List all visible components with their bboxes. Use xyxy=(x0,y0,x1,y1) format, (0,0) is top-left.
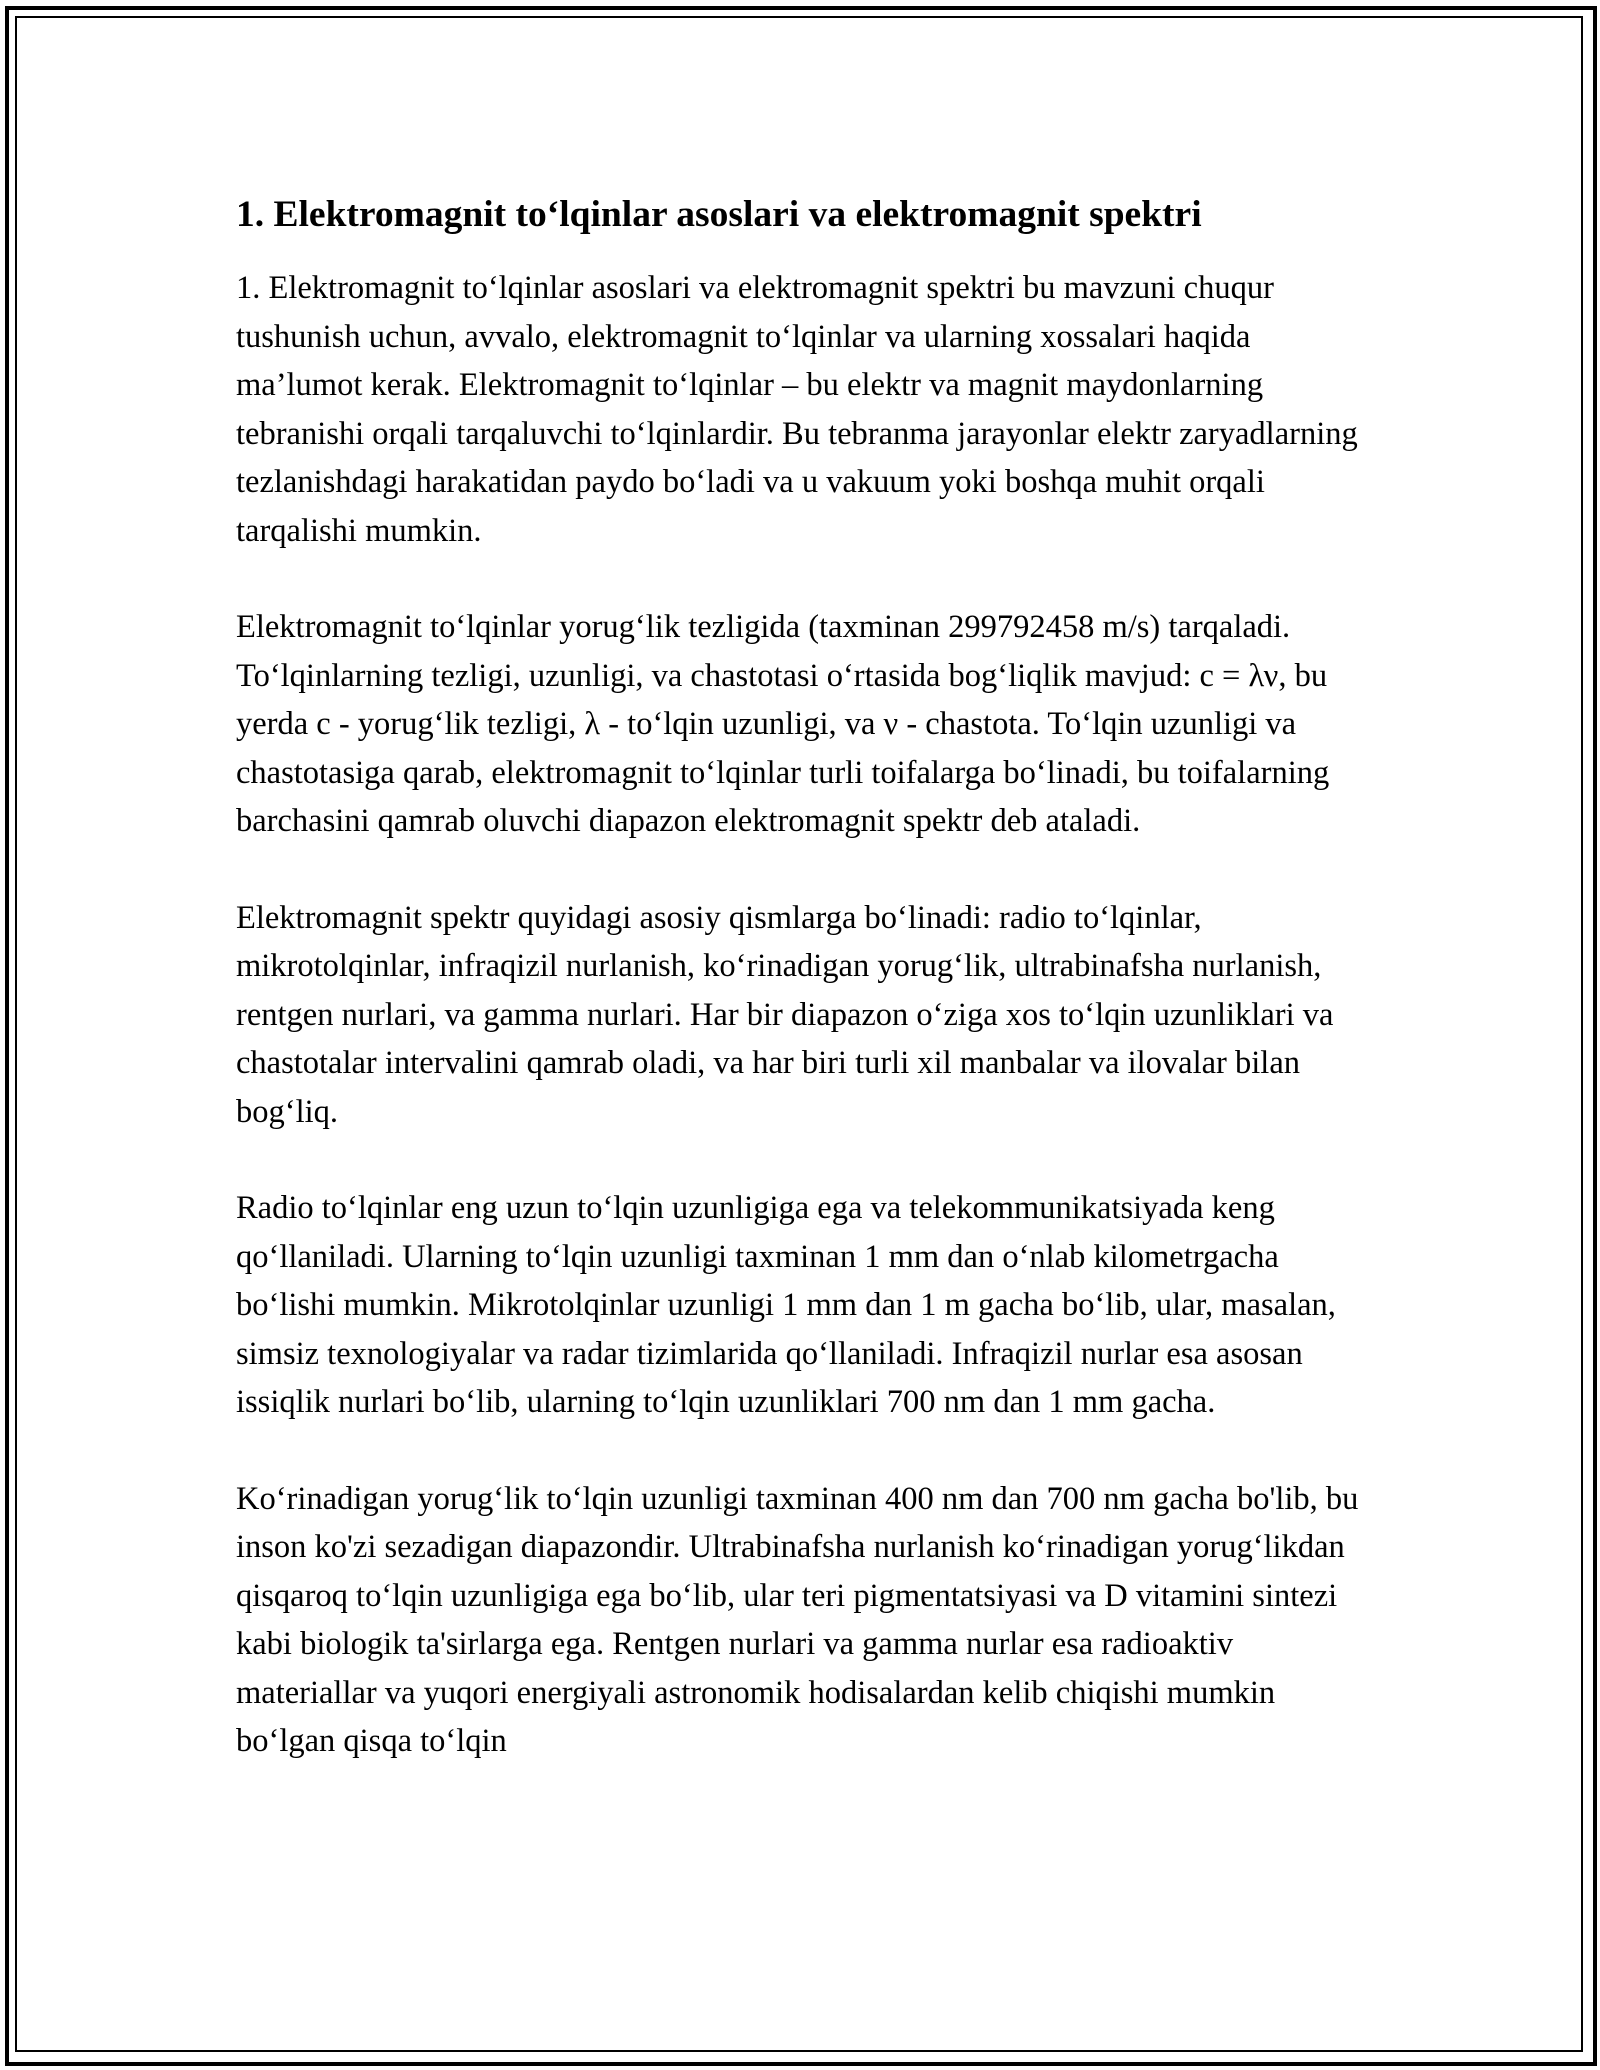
paragraph-5: Ko‘rinadigan yorug‘lik to‘lqin uzunligi taxminan 400 nm dan 700 nm gacha bo'lib, bu inson ko'zi sezadigan diapazondir. Ultrabinafsha nurlanish ko‘rinadigan yorug‘likdan qisqaroq to‘lqin uzunligiga ega bo‘lib, ular teri pigmentatsiyasi va D vitamini sintezi kabi biologik ta'sirlarga ega. Rentgen nurlari va gamma nurlar esa radioaktiv materiallar va yuqori energiyali astronomik hodisalardan kelib chiqishi mumkin bo‘lgan qisqa to‘lqin xyxy=(236,1480,1359,1759)
paragraph-1: 1. Elektromagnit to‘lqinlar asoslari va elektromagnit spektri bu mavzuni chuqur tushunish uchun, avvalo, elektromagnit to‘lqinlar va ularning xossalari haqida ma’lumot kerak. Elektromagnit to‘lqinlar – bu elektr va magnit maydonlarning tebranishi orqali tarqaluvchi to‘lqinlardir. Bu tebranma jarayonlar elektr zaryadlarning tezlanishdagi harakatidan paydo bo‘ladi va u vakuum yoki boshqa muhit orqali tarqalishi mumkin. xyxy=(236,270,1358,549)
paragraph-4: Radio to‘lqinlar eng uzun to‘lqin uzunligiga ega va telekommunikatsiyada keng qo‘llaniladi. Ularning to‘lqin uzunligi taxminan 1 mm dan o‘nlab kilometrgacha bo‘lishi mumkin. Mikrotolqinlar uzunligi 1 mm dan 1 m gacha bo‘lib, ular, masalan, simsiz texnologiyalar va radar tizimlarida qo‘llaniladi. Infraqizil nurlar esa asosan issiqlik nurlari bo‘lib, ularning to‘lqin uzunliklari 700 nm dan 1 mm gacha. xyxy=(236,1190,1336,1420)
paragraph-2: Elektromagnit to‘lqinlar yorug‘lik tezligida (taxminan 299792458 m/s) tarqaladi. To‘lqinlarning tezligi, uzunligi, va chastotasi o‘rtasida bog‘liqlik mavjud: c = λν, bu yerda c - yorug‘lik tezligi, λ - to‘lqin uzunligi, va ν - chastota. To‘lqin uzunligi va chastotasiga qarab, elektromagnit to‘lqinlar turli toifalarga bo‘linadi, bu toifalarning barchasini qamrab oluvchi diapazon elektromagnit spektr deb ataladi. xyxy=(236,609,1330,839)
section-heading: 1. Elektromagnit to‘lqinlar asoslari va elektromagnit spektri xyxy=(236,194,1202,235)
paragraph-3: Elektromagnit spektr quyidagi asosiy qismlarga bo‘linadi: radio to‘lqinlar, mikrotolqinlar, infraqizil nurlanish, ko‘rinadigan yorug‘lik, ultrabinafsha nurlanish, rentgen nurlari, va gamma nurlari. Har bir diapazon o‘ziga xos to‘lqin uzunliklari va chastotalar intervalini qamrab oladi, va har biri turli xil manbalar va ilovalar bilan bog‘liq. xyxy=(236,899,1334,1130)
document-body xyxy=(236,186,1366,1766)
